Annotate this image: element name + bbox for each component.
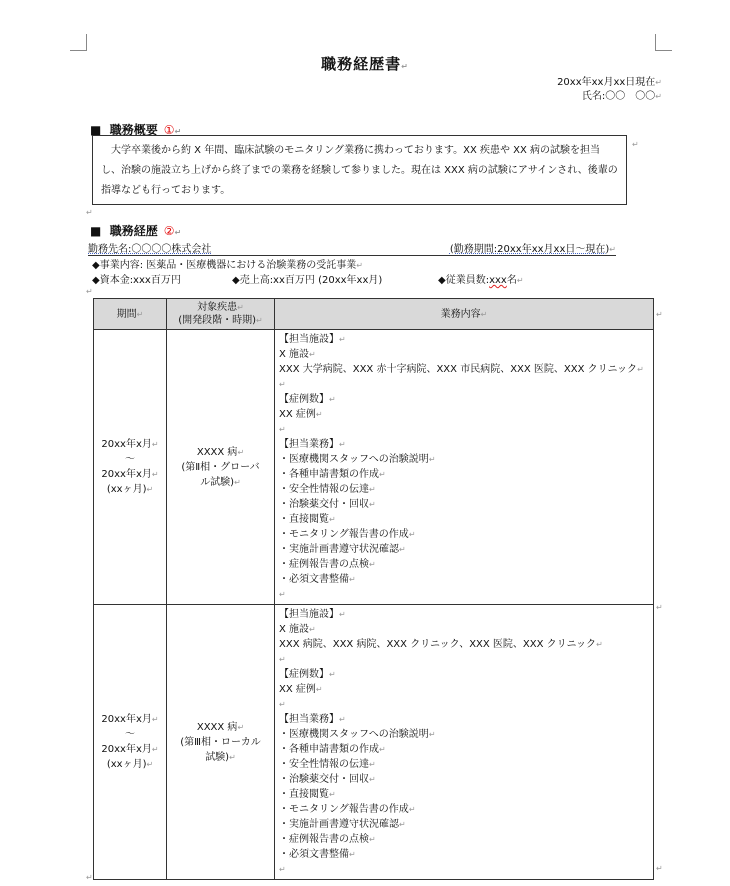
- content-cell: 【担当施設】↵ X 施設↵ XXX 病院、XXX 病院、XXX クリニック、XXX 医院、XXX クリニック↵ ↵ 【症例数】↵ XX 症例↵ ↵ 【担当業務】↵ ・医療機関スタッフへの治験説明↵ ・各種申請書類の作成↵ ・安全性情報の伝達↵ ・治験薬交付・回収↵ ・直接閲覧↵ ・モニタリング報告書の作成↵ ・実施計画書遵守状況確認↵ ・症例報告書の点検↵ ・必須文書整備↵ ↵: [275, 605, 654, 880]
- sales-line: ◆売上高:xx百万円 (20xx年xx月): [232, 275, 383, 286]
- paragraph-mark-icon: ↵: [656, 603, 663, 612]
- disease-cell: XXXX 病↵ (第Ⅲ相・ローカル 試験)↵: [167, 605, 275, 880]
- crop-mark-top-left: [70, 34, 87, 51]
- company-name: 勤務先名:〇〇〇〇株式会社: [88, 244, 212, 255]
- header-content: 業務内容↵: [275, 299, 654, 330]
- name-line: 氏名:〇〇 〇〇: [581, 91, 656, 102]
- paragraph-mark-icon: ↵: [656, 310, 663, 319]
- disease-cell: XXXX 病↵ (第Ⅱ相・グローバ ル試験)↵: [167, 330, 275, 605]
- paragraph-mark-icon: ↵: [655, 92, 662, 101]
- employees-value: xxx: [489, 275, 507, 286]
- paragraph-mark-icon: ↵: [174, 127, 182, 136]
- summary-text: 大学卒業後から約 X 年間、臨床試験のモニタリング業務に携わっております。XX 疾患や XX 病の試験を担当し、治験の施設立ち上げから終了までの業務を経験して参りました。現在は XXX 病の試験にアサインされ、後輩の指導なども行っております。: [101, 145, 618, 196]
- employees-line: ◆従業員数:xxx名↵: [438, 275, 524, 286]
- date-name-block: [557, 76, 662, 104]
- paragraph-mark-icon: ↵: [86, 208, 93, 217]
- paragraph-mark-icon: ↵: [86, 287, 93, 296]
- company-line: [88, 240, 616, 256]
- period-cell: 20xx年x月↵ 〜 20xx年x月↵ (xxヶ月)↵: [94, 605, 167, 880]
- table-row: [94, 605, 654, 880]
- document-title: 職務経歴書↵: [321, 55, 409, 73]
- summary-box: [92, 135, 627, 205]
- period-cell: 20xx年x月↵ 〜 20xx年x月↵ (xxヶ月)↵: [94, 330, 167, 605]
- paragraph-mark-icon: ↵: [632, 140, 639, 149]
- header-period: 期間↵: [94, 299, 167, 330]
- table-header-row: [94, 299, 654, 330]
- history-number: ②: [163, 224, 175, 238]
- paragraph-mark-icon: ↵: [516, 276, 524, 285]
- paragraph-mark-icon: ↵: [609, 245, 616, 254]
- career-table: [93, 298, 654, 880]
- paragraph-mark-icon: ↵: [656, 864, 663, 873]
- employment-period: (勤務期間:20xx年xx月xx日〜現在): [449, 244, 610, 255]
- history-heading: ■ 職務経歴 ②↵: [90, 224, 182, 238]
- header-disease: 対象疾患↵ (開発段階・時期)↵: [167, 299, 275, 330]
- paragraph-mark-icon: ↵: [401, 62, 409, 71]
- paragraph-mark-icon: ↵: [86, 873, 93, 882]
- content-cell: 【担当施設】↵ X 施設↵ XXX 大学病院、XXX 赤十字病院、XXX 市民病院、XXX 医院、XXX クリニック↵ ↵ 【症例数】↵ XX 症例↵ ↵ 【担当業務】↵ ・医療機関スタッフへの治験説明↵ ・各種申請書類の作成↵ ・安全性情報の伝達↵ ・治験薬交付・回収↵ ・直接閲覧↵ ・モニタリング報告書の作成↵ ・実施計画書遵守状況確認↵ ・症例報告書の点検↵ ・必須文書整備↵ ↵: [275, 330, 654, 605]
- table-row: [94, 330, 654, 605]
- business-line: ◆事業内容: 医薬品・医療機器における治験業務の受託事業↵: [92, 260, 363, 271]
- date-line: 20xx年xx月xx日現在: [557, 77, 656, 88]
- paragraph-mark-icon: ↵: [655, 78, 662, 87]
- crop-mark-top-right: [655, 34, 672, 51]
- paragraph-mark-icon: ↵: [174, 228, 182, 237]
- paragraph-mark-icon: ↵: [356, 261, 363, 270]
- summary-heading: ■ 職務概要 ①↵: [90, 123, 182, 137]
- capital-line: ◆資本金:xxx百万円: [92, 275, 181, 286]
- summary-number: ①: [163, 123, 175, 137]
